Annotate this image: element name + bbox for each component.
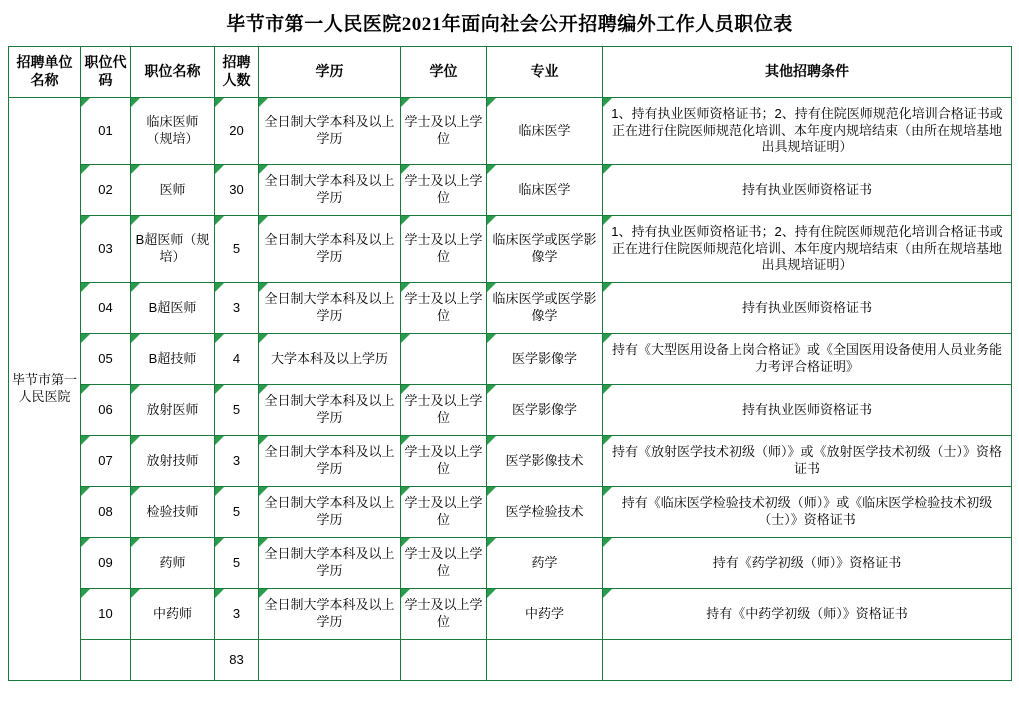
cell-education: 全日制大学本科及以上学历 [259,436,401,487]
cell-count: 3 [215,436,259,487]
cell-post: B超技师 [131,334,215,385]
cell-education: 全日制大学本科及以上学历 [259,216,401,283]
cell-other-conditions: 持有《大型医用设备上岗合格证》或《全国医用设备使用人员业务能力考评合格证明》 [603,334,1012,385]
cell-degree: 学士及以上学位 [401,436,487,487]
column-header-education: 学历 [259,47,401,98]
cell-degree: 学士及以上学位 [401,487,487,538]
cell-count: 5 [215,487,259,538]
table-row [9,165,1012,216]
cell-post: B超医师（规培） [131,216,215,283]
cell-degree: 学士及以上学位 [401,165,487,216]
column-header-count: 招聘人数 [215,47,259,98]
cell-post: 临床医师（规培） [131,98,215,165]
table-row [9,589,1012,640]
cell-other-conditions: 持有《药学初级（师）》资格证书 [603,538,1012,589]
cell-degree [401,334,487,385]
cell-major: 医学影像学 [487,334,603,385]
cell-education: 全日制大学本科及以上学历 [259,385,401,436]
cell-code: 10 [81,589,131,640]
table-row [9,436,1012,487]
cell-major: 临床医学 [487,98,603,165]
cell-other-conditions: 1、持有执业医师资格证书；2、持有住院医师规范化培训合格证书或正在进行住院医师规范化培训、本年度内规培结束（由所在规培基地出具规培证明） [603,98,1012,165]
cell-count: 5 [215,216,259,283]
cell-other-conditions: 持有《中药学初级（师）》资格证书 [603,589,1012,640]
cell-education: 全日制大学本科及以上学历 [259,487,401,538]
cell-major: 中药学 [487,589,603,640]
cell-major: 药学 [487,538,603,589]
cell-code: 01 [81,98,131,165]
column-header-other: 其他招聘条件 [603,47,1012,98]
cell-major: 医学影像技术 [487,436,603,487]
cell-post: 药师 [131,538,215,589]
column-header-unit: 招聘单位名称 [9,47,81,98]
cell-degree: 学士及以上学位 [401,283,487,334]
cell-code: 08 [81,487,131,538]
cell-code: 07 [81,436,131,487]
cell-education: 大学本科及以上学历 [259,334,401,385]
column-header-post: 职位名称 [131,47,215,98]
column-header-major: 专业 [487,47,603,98]
recruitment-table [8,46,1012,681]
cell-post: 检验技师 [131,487,215,538]
cell-count: 5 [215,385,259,436]
cell-post: 放射技师 [131,436,215,487]
cell-education: 全日制大学本科及以上学历 [259,165,401,216]
cell-other-conditions: 1、持有执业医师资格证书；2、持有住院医师规范化培训合格证书或正在进行住院医师规范化培训、本年度内规培结束（由所在规培基地出具规培证明） [603,216,1012,283]
table-row [9,98,1012,165]
cell-total-count: 83 [215,640,259,681]
cell-major: 医学检验技术 [487,487,603,538]
cell-other-conditions: 持有执业医师资格证书 [603,165,1012,216]
cell-total-code [81,640,131,681]
cell-degree: 学士及以上学位 [401,98,487,165]
cell-total-post [131,640,215,681]
cell-post: 医师 [131,165,215,216]
cell-count: 4 [215,334,259,385]
cell-count: 20 [215,98,259,165]
cell-degree: 学士及以上学位 [401,385,487,436]
cell-post: 中药师 [131,589,215,640]
cell-code: 02 [81,165,131,216]
cell-education: 全日制大学本科及以上学历 [259,283,401,334]
table-row [9,385,1012,436]
cell-major: 医学影像学 [487,385,603,436]
cell-post: B超医师 [131,283,215,334]
cell-code: 06 [81,385,131,436]
table-row [9,334,1012,385]
cell-code: 09 [81,538,131,589]
cell-education: 全日制大学本科及以上学历 [259,98,401,165]
page-title: 毕节市第一人民医院2021年面向社会公开招聘编外工作人员职位表 [226,14,793,35]
cell-total-education [259,640,401,681]
cell-degree: 学士及以上学位 [401,216,487,283]
cell-unit-name: 毕节市第一人民医院 [9,98,81,681]
cell-education: 全日制大学本科及以上学历 [259,538,401,589]
cell-post: 放射医师 [131,385,215,436]
table-header-row [9,47,1012,98]
cell-code: 04 [81,283,131,334]
cell-other-conditions: 持有执业医师资格证书 [603,283,1012,334]
table-row [9,283,1012,334]
table-row [9,216,1012,283]
cell-degree: 学士及以上学位 [401,589,487,640]
cell-other-conditions: 持有执业医师资格证书 [603,385,1012,436]
cell-education: 全日制大学本科及以上学历 [259,589,401,640]
cell-major: 临床医学或医学影像学 [487,216,603,283]
cell-total-other [603,640,1012,681]
table-row [9,487,1012,538]
cell-total-degree [401,640,487,681]
cell-count: 3 [215,283,259,334]
cell-code: 03 [81,216,131,283]
table-total-row [9,640,1012,681]
cell-degree: 学士及以上学位 [401,538,487,589]
cell-other-conditions: 持有《临床医学检验技术初级（师）》或《临床医学检验技术初级（士）》资格证书 [603,487,1012,538]
table-row [9,538,1012,589]
cell-code: 05 [81,334,131,385]
cell-count: 30 [215,165,259,216]
cell-major: 临床医学或医学影像学 [487,283,603,334]
column-header-degree: 学位 [401,47,487,98]
cell-total-major [487,640,603,681]
cell-count: 5 [215,538,259,589]
column-header-code: 职位代码 [81,47,131,98]
cell-count: 3 [215,589,259,640]
cell-major: 临床医学 [487,165,603,216]
cell-other-conditions: 持有《放射医学技术初级（师）》或《放射医学技术初级（士）》资格证书 [603,436,1012,487]
